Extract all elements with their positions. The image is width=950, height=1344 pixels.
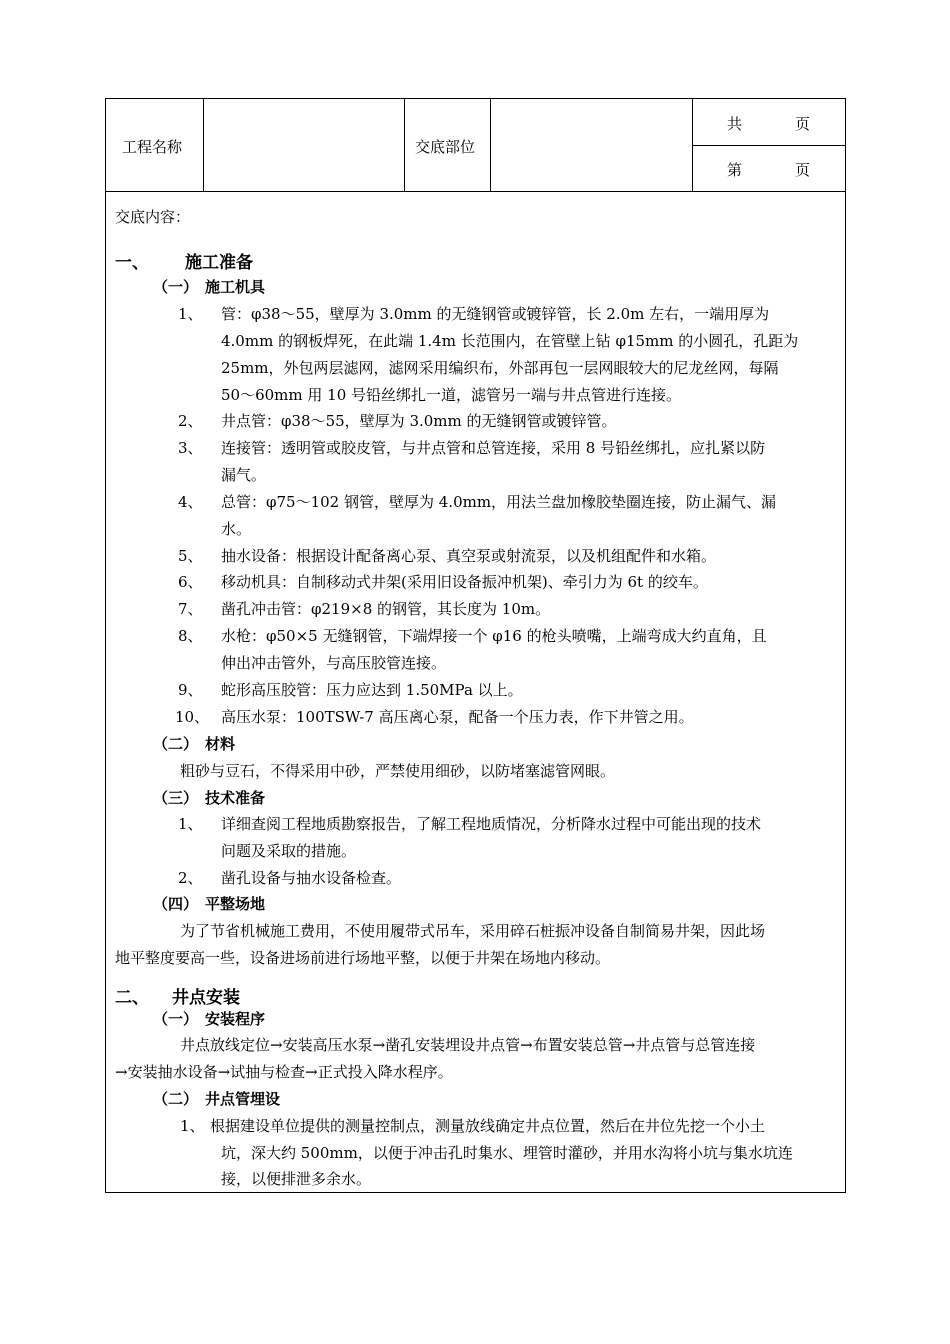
paragraph-line: 粗砂与豆石，不得采用中砂，严禁使用细砂，以防堵塞滤管网眼。: [180, 762, 616, 780]
list-item-number: 1、: [180, 1117, 205, 1135]
section-number: 二、: [115, 988, 149, 1008]
divider: [203, 98, 204, 192]
paragraph-line: 地平整度要高一些，设备进场前进行场地平整，以便于井架在场地内移动。: [115, 949, 611, 967]
list-item-number: 3、: [178, 439, 203, 457]
list-item-line: 25mm，外包两层滤网，滤网采用编织布，外部再包一层网眼较大的尼龙丝网，每隔: [221, 359, 779, 377]
subsection-title: 材料: [205, 735, 236, 753]
list-item-line: 4.0mm 的钢板焊死，在此端 1.4m 长范围内，在管壁上钻 φ15mm 的小圆孔，孔距为: [221, 332, 799, 350]
paragraph-line: →安装抽水设备→试抽与检查→正式投入降水程序。: [115, 1063, 453, 1081]
list-item-number: 1、: [178, 815, 203, 833]
list-item-line: 蛇形高压胶管：压力应达到 1.50MPa 以上。: [221, 681, 523, 699]
location-label: 交底部位: [415, 138, 476, 156]
content-label: 交底内容：: [115, 208, 191, 226]
list-item-line: 井点管：φ38～55，壁厚为 3.0mm 的无缝钢管或镀锌管。: [221, 412, 617, 430]
list-item-line: 水枪：φ50×5 无缝钢管，下端焊接一个 φ16 的枪头喷嘴，上端弯成大约直角，且: [221, 627, 767, 645]
list-item-line: 详细查阅工程地质勘察报告，了解工程地质情况，分析降水过程中可能出现的技术: [221, 815, 762, 833]
divider: [692, 145, 846, 146]
list-item-line: 坑，深大约 500mm，以便于冲击孔时集水、埋管时灌砂，并用水沟将小坑与集水坑连: [221, 1144, 793, 1162]
list-item-number: 7、: [178, 600, 203, 618]
subsection-number: （三）: [153, 789, 199, 807]
subsection-number: （一）: [153, 278, 199, 296]
header-bottom-line: [105, 191, 846, 192]
list-item-line: 移动机具：自制移动式井架(采用旧设备振冲机架)、牵引力为 6t 的绞车。: [221, 573, 708, 591]
list-item-line: 管：φ38～55，壁厚为 3.0mm 的无缝钢管或镀锌管，长 2.0m 左右，一端用厚为: [221, 305, 770, 323]
list-item-number: 5、: [178, 547, 203, 565]
list-item-line: 凿孔冲击管：φ219×8 的钢管，其长度为 10m。: [221, 600, 551, 618]
list-item-line: 问题及采取的措施。: [221, 842, 357, 860]
list-item-line: 高压水泵：100TSW-7 高压离心泵，配备一个压力表，作下井管之用。: [221, 708, 694, 726]
list-item-line: 伸出冲击管外，与高压胶管连接。: [221, 654, 447, 672]
list-item-line: 凿孔设备与抽水设备检查。: [221, 869, 402, 887]
section-title: 井点安装: [172, 988, 240, 1008]
subsection-number: （二）: [153, 735, 199, 753]
list-item-line: 抽水设备：根据设计配备离心泵、真空泵或射流泵，以及机组配件和水箱。: [221, 547, 717, 565]
subsection-title: 安装程序: [205, 1010, 266, 1028]
subsection-number: （四）: [153, 895, 199, 913]
paragraph-line: 为了节省机械施工费用，不使用履带式吊车，采用碎石桩振冲设备自制简易井架，因此场: [180, 922, 766, 940]
list-item-line: 漏气。: [221, 466, 267, 484]
page-number-unit: 页: [795, 161, 811, 179]
total-pages-label: 共: [727, 115, 743, 133]
list-item-line: 连接管：透明管或胶皮管，与井点管和总管连接，采用 8 号铅丝绑扎，应扎紧以防: [221, 439, 766, 457]
list-item-number: 1、: [178, 305, 203, 323]
section-title: 施工准备: [185, 253, 253, 273]
subsection-number: （二）: [153, 1090, 199, 1108]
list-item-line: 接，以便排泄多余水。: [221, 1170, 372, 1188]
subsection-title: 施工机具: [205, 278, 266, 296]
list-item-number: 2、: [178, 869, 203, 887]
list-item-number: 6、: [178, 573, 203, 591]
list-item-number: 2、: [178, 412, 203, 430]
paragraph-line: 井点放线定位→安装高压水泵→凿孔安装埋设井点管→布置安装总管→井点管与总管连接: [180, 1036, 756, 1054]
list-item-number: 4、: [178, 493, 203, 511]
list-item-number: 8、: [178, 627, 203, 645]
divider: [404, 98, 405, 192]
list-item-line: 50～60mm 用 10 号铅丝绑扎一道，滤管另一端与井点管进行连接。: [221, 386, 682, 404]
project-name-label: 工程名称: [122, 138, 183, 156]
list-item-line: 水。: [221, 520, 252, 538]
list-item-line: 总管：φ75～102 钢管，壁厚为 4.0mm，用法兰盘加橡胶垫圈连接，防止漏气、漏: [221, 493, 777, 511]
subsection-title: 平整场地: [205, 895, 266, 913]
divider: [490, 98, 491, 192]
list-item-number: 10、: [175, 708, 210, 726]
subsection-title: 技术准备: [205, 789, 266, 807]
list-item-number: 9、: [178, 681, 203, 699]
section-number: 一、: [115, 253, 149, 273]
subsection-number: （一）: [153, 1010, 199, 1028]
page-number-label: 第: [727, 161, 743, 179]
subsection-title: 井点管埋设: [205, 1090, 281, 1108]
list-item-line: 根据建设单位提供的测量控制点，测量放线确定井点位置，然后在井位先挖一个小土: [210, 1117, 766, 1135]
total-pages-unit: 页: [795, 115, 811, 133]
